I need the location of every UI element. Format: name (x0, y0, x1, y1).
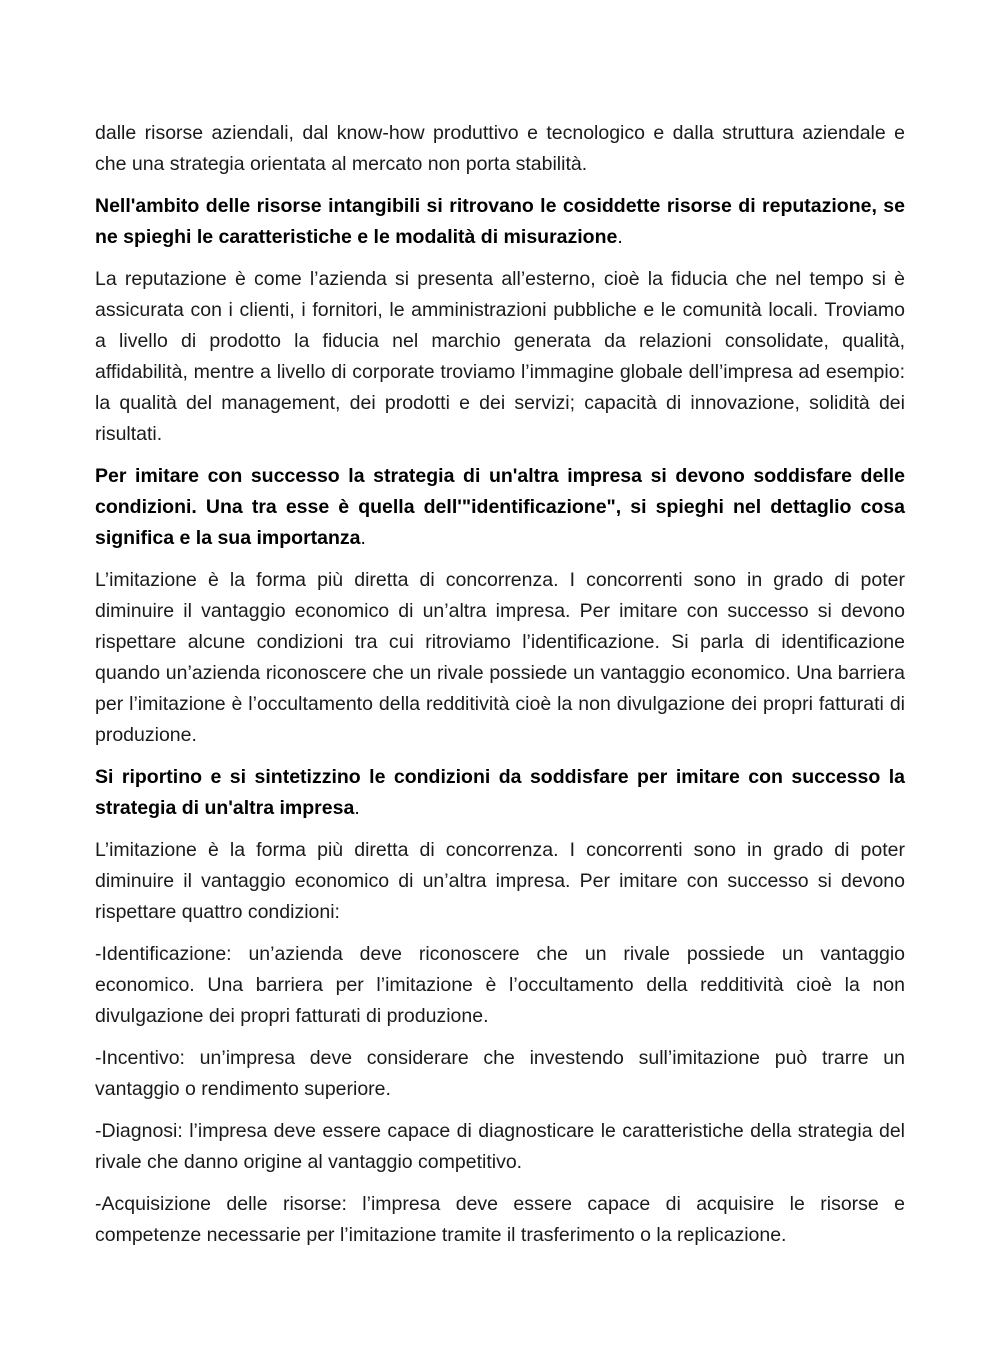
body-paragraph: L’imitazione è la forma più diretta di concorrenza. I concorrenti sono in grado di poter diminuire il vantaggio economico di un’altra impresa. Per imitare con successo si devono rispettare quattro condizioni: (95, 839, 905, 923)
list-item: -Diagnosi: l’impresa deve essere capace di diagnosticare le caratteristiche della strategia del rivale che danno origine al vantaggio competitivo. (95, 1120, 905, 1173)
list-item: -Acquisizione delle risorse: l’impresa deve essere capace di acquisire le risorse e competenze necessarie per l’imitazione tramite il trasferimento o la replicazione. (95, 1193, 905, 1246)
list-item: -Identificazione: un’azienda deve riconoscere che un rivale possiede un vantaggio economico. Una barriera per l’imitazione è l’occultamento della redditività cioè la non divulgazione dei propri fatturati di produzione. (95, 943, 905, 1027)
list-item: -Incentivo: un’impresa deve considerare che investendo sull’imitazione può trarre un vantaggio o rendimento superiore. (95, 1047, 905, 1100)
question-tail: . (617, 226, 623, 248)
question-heading (95, 461, 905, 554)
question-heading (95, 191, 905, 253)
body-paragraph: L’imitazione è la forma più diretta di concorrenza. I concorrenti sono in grado di poter diminuire il vantaggio economico di un’altra impresa. Per imitare con successo si devono rispettare alcune condizioni tra cui ritroviamo l’identificazione. Si parla di identificazione quando un’azienda riconoscere che un rivale possiede un vantaggio economico. Una barriera per l’imitazione è l’occultamento della redditività cioè la non divulgazione dei propri fatturati di produzione. (95, 569, 905, 746)
question-text: Si riportino e si sintetizzino le condizioni da soddisfare per imitare con successo la strategia di un'altra impresa (95, 766, 905, 819)
body-paragraph: dalle risorse aziendali, dal know-how produttivo e tecnologico e dalla struttura aziendale e che una strategia orientata al mercato non porta stabilità. (95, 122, 905, 175)
question-text: Per imitare con successo la strategia di un'altra impresa si devono soddisfare delle condizioni. Una tra esse è quella dell'"identificazione", si spieghi nel dettaglio cosa significa e la sua importanza (95, 465, 905, 549)
question-heading (95, 762, 905, 824)
body-paragraph: La reputazione è come l’azienda si presenta all’esterno, cioè la fiducia che nel tempo si è assicurata con i clienti, i fornitori, le amministrazioni pubbliche e le comunità locali. Troviamo a livello di prodotto la fiducia nel marchio generata da relazioni consolidate, qualità, affidabilità, mentre a livello di corporate troviamo l’immagine globale dell’impresa ad esempio: la qualità del management, dei prodotti e dei servizi; capacità di innovazione, solidità dei risultati. (95, 268, 905, 445)
document-page (95, 118, 905, 1262)
question-text: Nell'ambito delle risorse intangibili si ritrovano le cosiddette risorse di reputazione, se ne spieghi le caratteristiche e le modalità di misurazione (95, 195, 905, 248)
question-tail: . (360, 527, 366, 549)
question-tail: . (354, 797, 360, 819)
